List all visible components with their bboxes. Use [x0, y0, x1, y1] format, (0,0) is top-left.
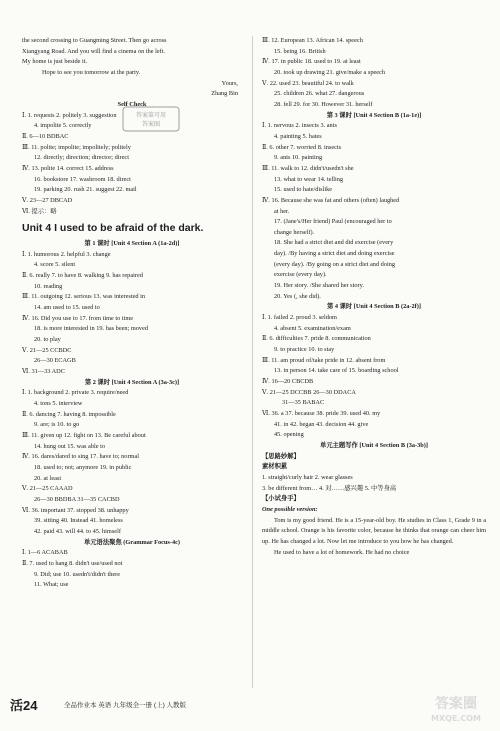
- right-line: day). /By having a strict diet and doing exercise: [274, 250, 395, 258]
- left-line: Ⅵ. 提示：略: [22, 207, 57, 215]
- left-line: 14. am used to 15. used to: [34, 304, 100, 312]
- stamp-seal: [122, 106, 180, 132]
- left-line: 18. used to; not; anymore 19. in public: [34, 463, 132, 471]
- left-line: Ⅰ. 1. humorous 2. helpful 3. change: [22, 250, 111, 258]
- left-line: 11. What; use: [34, 581, 69, 589]
- right-line: (every day). /By going on a strict diet and doing: [274, 260, 396, 268]
- left-line: Ⅵ. 31—33 ADC: [22, 368, 65, 376]
- left-line: 20. to play: [34, 336, 61, 344]
- right-line: Ⅰ. 1. failed 2. proud 3. seldom: [262, 314, 337, 322]
- watermark-line-2: MXQE.COM: [430, 714, 482, 723]
- page-number: 活24: [10, 698, 38, 713]
- left-line: Ⅱ. 7. used to hang 8. didn't use/used not: [22, 559, 123, 567]
- right-line: Ⅰ. 1. nervous 2. insects 3. ants: [262, 122, 337, 130]
- left-line: Ⅱ. 6—10 BDBAC: [22, 132, 69, 140]
- left-line: My home is just beside it.: [22, 58, 88, 66]
- watermark-logo: [420, 692, 492, 726]
- right-line: 【小试身手】: [262, 495, 300, 503]
- right-line: He used to have a lot of homework. He had no choice: [274, 548, 410, 556]
- left-line: Self Check: [117, 100, 147, 108]
- right-line: Tom is my good friend. He is a 15-year-old boy. He studies in Class 1, Grade 9 in a middle school. Orange is his favorite color, because he thinks that orange can cheer him up. He has changed a lot. Now let me introduce to you how he has changed.: [262, 516, 486, 545]
- left-line: 26—30 ECAGB: [34, 357, 76, 365]
- left-line: Zhang Bin: [211, 90, 238, 98]
- right-line: Ⅱ. 6. difficulties 7. pride 8. communication: [262, 335, 371, 343]
- left-line: 单元语法聚焦 (Grammar Focus-4c): [83, 538, 181, 546]
- right-line: 28. fell 29. for 30. However 31. herself: [274, 100, 373, 108]
- left-line: 26—30 BBDBA 31—35 CACBD: [34, 495, 120, 503]
- left-line: Ⅴ. 23—27 DBCAD: [22, 196, 73, 204]
- left-line: Ⅳ. 13. polite 14. correct 15. address: [22, 164, 114, 172]
- right-line: Ⅴ. 21—25 DCCBB 26—30 DDACA: [262, 388, 356, 396]
- right-line: 20. took up drawing 21. give/make a speech: [274, 68, 386, 76]
- right-line: 20. Yes (, she did).: [274, 292, 321, 300]
- left-line: Ⅱ. 6. really 7. to have 8. walking 9. has repaired: [22, 272, 143, 280]
- left-line: Ⅴ. 21—25 CCBDC: [22, 346, 72, 354]
- left-line: 10. reading: [34, 282, 63, 290]
- right-line: Ⅱ. 6. other 7. worried 8. insects: [262, 143, 342, 151]
- watermark-line-1: 答案圈: [435, 696, 477, 712]
- left-line: 39. sitting 40. Instead 41. homeless: [34, 517, 123, 525]
- right-line: Ⅳ. 16. Because she was fat and others (often) laughed: [262, 196, 400, 204]
- left-line: 4. impolite 5. correctly: [34, 122, 92, 130]
- stamp-line-2: 答案圈: [141, 121, 161, 128]
- left-line: 9. Did; use 10. usedn't/didn't there: [34, 570, 121, 578]
- stamp-line-1: 答案第可用: [135, 112, 167, 119]
- right-line: Ⅲ. 12. European 13. African 14. speech: [262, 37, 363, 44]
- right-line: 1. straight/curly hair 2. wear glasses: [262, 473, 353, 481]
- right-line: Ⅳ. 16—20 CBCDB: [262, 378, 314, 385]
- left-line: Ⅲ. 11. polite; impolite; impolitely; politely: [22, 143, 131, 151]
- left-line: the second crossing to Guangming Street. Then go across: [22, 37, 167, 44]
- left-line: 14. hung out 15. was able to: [34, 442, 106, 450]
- left-line: Ⅳ. 16. Did you use to 17. from time to time: [22, 314, 134, 322]
- right-line: exercise (every day).: [274, 271, 327, 279]
- right-line: 第 4 课时 [Unit 4 Section B (2a-2f)]: [327, 303, 421, 311]
- left-line: Ⅵ. 36. important 37. stopped 38. unhappy: [22, 506, 129, 514]
- column-divider: [252, 36, 253, 688]
- right-line: 【思路妙解】: [262, 452, 300, 460]
- right-line: 15. used to hate/dislike: [274, 186, 333, 194]
- left-line: 12. directly; direction; director; direct: [34, 154, 129, 162]
- right-line: 第 3 课时 [Unit 4 Section B (1a-1e)]: [326, 111, 422, 119]
- left-line: 9. are; is 10. to go: [34, 421, 80, 429]
- right-line: 单元主题写作 [Unit 4 Section B (3a-3b)]: [320, 441, 428, 449]
- right-line: Ⅵ. 36. a 37. because 38. pride 39. used 40. my: [262, 409, 381, 417]
- right-line: 13. what to wear 14. telling: [274, 175, 344, 183]
- left-line: 第 1 课时 [Unit 4 Section A (1a-2d)]: [84, 240, 180, 248]
- left-line: Ⅳ. 16. dares/dared to sing 17. have to; normal: [22, 453, 139, 461]
- left-line: Ⅰ. 1. background 2. private 3. require/need: [22, 389, 129, 397]
- right-line: change herself).: [274, 228, 315, 236]
- right-line: 45. opening: [274, 431, 304, 439]
- right-line: at her.: [274, 207, 290, 215]
- left-line: 第 2 课时 [Unit 4 Section A (3a-3c)]: [84, 378, 180, 386]
- left-line: Ⅱ. 6. dancing 7. having 8. impossible: [22, 410, 116, 418]
- right-line: One possible version:: [262, 505, 318, 513]
- right-line: 15. being 16. British: [274, 47, 326, 55]
- left-line: 16. bookstore 17. washroom 18. direct: [34, 175, 131, 183]
- left-line: Ⅲ. 11. given up 12. fight on 13. Be careful about: [22, 431, 146, 439]
- left-line: Yours,: [221, 79, 238, 87]
- right-line: Ⅲ. 11. am proud of/take pride in 12. absent from: [262, 356, 386, 364]
- left-line: Xiangyang Road. And you will find a cinema on the left.: [22, 47, 166, 55]
- left-line: Ⅰ. 1. requests 2. politely 3. suggestion: [22, 111, 117, 119]
- left-line: 4. score 5. silent: [34, 261, 76, 269]
- left-line: Ⅰ. 1—6 ACABAB: [22, 549, 68, 557]
- right-line: 素材积累: [262, 463, 288, 471]
- right-line: 4. painting 5. hates: [274, 132, 322, 140]
- left-line: 19. parking 20. rush 21. suggest 22. mail: [34, 186, 137, 194]
- left-line: Ⅴ. 21—25 CAAAD: [22, 485, 73, 493]
- right-line: 18. She had a strict diet and did exercise (every: [274, 239, 394, 247]
- right-line: 9. to practice 10. to stay: [274, 346, 335, 354]
- left-line: 4. tons 5. interview: [34, 400, 83, 407]
- left-line: 18. is more interested in 19. has been; moved: [34, 325, 149, 333]
- right-line: 13. in person 14. take care of 15. boarding school: [274, 367, 399, 375]
- left-line: Ⅲ. 11. outgoing 12. serious 13. was interested in: [22, 293, 146, 301]
- right-line: Ⅲ. 11. walk to 12. didn't/usedn't she: [262, 164, 354, 172]
- right-line: 17. (Jane's/Her friend) Paul (encouraged her to: [274, 218, 392, 226]
- left-line: 42. paid 43. will 44. to 45. himself: [34, 527, 121, 535]
- right-column: [262, 36, 486, 558]
- right-line: 3. be different from… 4. 对……感兴趣 5. 中等身高: [262, 484, 397, 492]
- right-line: Ⅳ. 17. in public 18. used to 19. at least: [262, 58, 361, 66]
- page-footer: [4, 691, 304, 715]
- left-line: Hope to see you tomorrow at the party.: [42, 68, 141, 76]
- right-line: 4. absent 5. examination/exam: [274, 324, 351, 332]
- footer-book-title: 全品作业本 英语 九年级全一册 (上) 人教版: [64, 702, 187, 709]
- right-line: 41. in 42. began 43. decision 44. give: [274, 420, 369, 428]
- right-line: 31—35 BABAC: [282, 399, 325, 407]
- left-line: 20. at least: [34, 474, 62, 482]
- right-line: 19. Her story. /She shared her story.: [274, 282, 364, 290]
- right-line: 25. children 26. what 27. dangerous: [274, 90, 365, 98]
- right-line: Ⅴ. 22. used 23. beautiful 24. to walk: [262, 79, 354, 87]
- right-line: 9. ants 10. painting: [274, 154, 323, 162]
- left-line: Unit 4 I used to be afraid of the dark.: [22, 222, 204, 235]
